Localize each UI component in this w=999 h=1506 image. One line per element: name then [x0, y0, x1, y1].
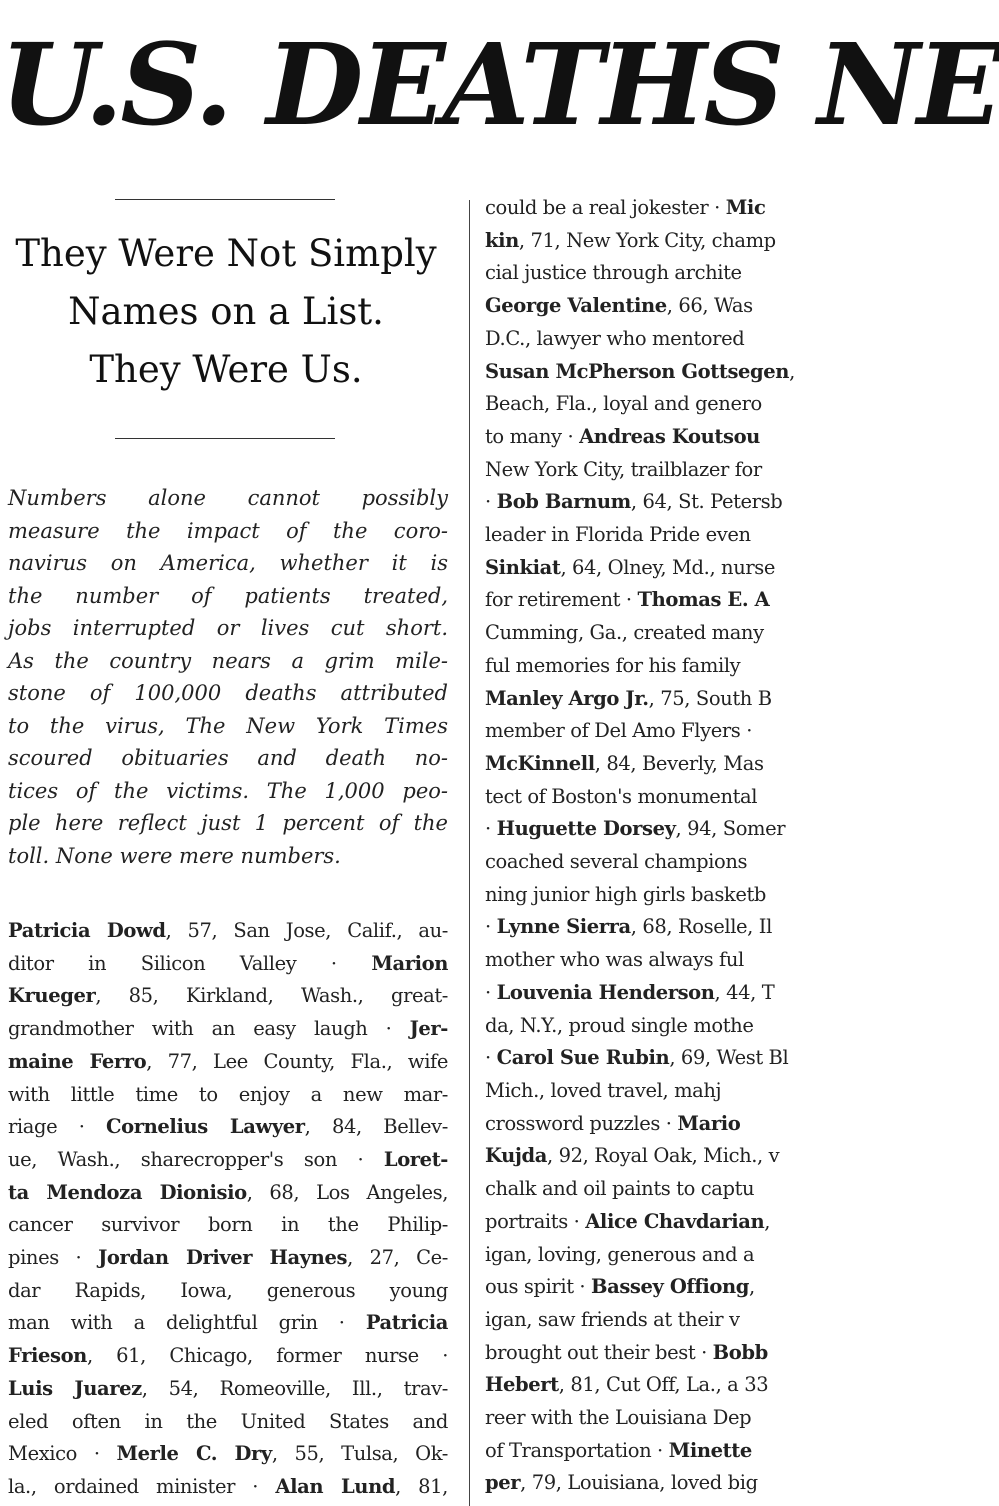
obituary-line — [485, 715, 819, 748]
obituary-text: dar Rapids, Iowa, generous young — [8, 1278, 448, 1302]
victim-name: Bobb — [712, 1340, 768, 1364]
obituary-text: to many · — [485, 424, 580, 448]
obituary-line — [485, 1304, 819, 1337]
obituary-line — [8, 1013, 448, 1046]
obituary-line — [485, 486, 819, 519]
victim-name: McKinnell — [485, 751, 595, 775]
obituary-line — [8, 1438, 448, 1471]
obituary-line — [485, 225, 819, 258]
obituary-text: la., ordained minister · — [8, 1474, 276, 1498]
intro-line: the number of patients treated, — [8, 583, 448, 608]
obituary-text: ful memories for his family — [485, 653, 741, 677]
obituary-line — [8, 915, 448, 948]
victim-name: Manley Argo Jr. — [485, 686, 649, 710]
obituary-text: , 54, Romeoville, Ill., trav- — [141, 1376, 448, 1400]
obituary-text: , 94, Somer — [675, 817, 786, 841]
obituary-text: Mich., loved travel, mahj — [485, 1078, 722, 1102]
obituary-text: , 44, T — [714, 980, 775, 1004]
victim-name: Bob Barnum — [496, 490, 631, 514]
obituary-line — [485, 748, 819, 781]
obituary-text: , — [789, 359, 795, 383]
intro-line: As the country nears a grim mile- — [8, 648, 448, 673]
obituary-line — [485, 781, 819, 814]
obituary-line — [485, 552, 819, 585]
obituary-line — [485, 813, 819, 846]
obituary-text: ous spirit · — [485, 1275, 592, 1299]
obituary-text: mother who was always ful — [485, 948, 744, 972]
obituary-line — [485, 1337, 819, 1370]
obituary-text: · — [485, 1046, 497, 1070]
victim-name: Minette — [668, 1438, 752, 1462]
intro-line: ple here reflect just 1 percent of the — [8, 811, 448, 835]
obituary-text: brought out their best · — [485, 1340, 713, 1364]
obituary-text: D.C., lawyer who mentored — [485, 326, 745, 350]
obituary-text: · — [485, 980, 497, 1004]
obituary-line — [485, 584, 819, 617]
obituary-line — [485, 1369, 819, 1402]
intro-paragraph — [8, 482, 448, 872]
victim-name: Huguette Dorsey — [496, 817, 676, 841]
obituary-text: portraits · — [485, 1209, 586, 1233]
obituary-line — [8, 1471, 448, 1504]
intro-line: jobs interrupted or lives cut short. — [8, 616, 448, 640]
obituary-text: , 79, Louisiana, loved big — [520, 1471, 758, 1495]
obituary-text: ning junior high girls basketb — [485, 882, 767, 906]
obituary-text: , 55, Tulsa, Ok- — [271, 1442, 448, 1466]
obituary-line — [485, 388, 819, 421]
obituary-text: ditor in Silicon Valley · — [8, 951, 372, 975]
obituary-line — [485, 911, 819, 944]
obituary-text: , 66, Was — [666, 294, 753, 318]
obituary-text: crossword puzzles · — [485, 1111, 678, 1135]
victim-name: Jer- — [409, 1017, 448, 1041]
obituary-text: da, N.Y., proud single mothe — [485, 1013, 754, 1037]
obituary-text: , 61, Chicago, former nurse · — [86, 1344, 448, 1368]
obituary-line — [485, 519, 819, 552]
obituary-line — [8, 1111, 448, 1144]
victim-name: Loret- — [383, 1147, 448, 1171]
victim-name: Thomas E. A — [637, 588, 770, 612]
obituary-line — [485, 192, 819, 225]
obituary-line — [8, 1209, 448, 1242]
headline: U.S. DEATHS NE — [0, 20, 999, 151]
victim-name: Patricia — [365, 1311, 448, 1335]
victim-name: Mario — [677, 1111, 741, 1135]
victim-name: Krueger — [8, 984, 96, 1008]
obituary-text: igan, loving, generous and a — [485, 1242, 755, 1266]
obituary-text: Beach, Fla., loyal and genero — [485, 392, 762, 416]
obituary-line — [485, 617, 819, 650]
victim-name: Jordan Driver Haynes — [98, 1246, 348, 1270]
obituary-text: for retirement · — [485, 588, 638, 612]
obituary-line — [8, 1275, 448, 1308]
obituary-line — [8, 1144, 448, 1177]
obituary-text: eled often in the United States and — [8, 1409, 448, 1433]
victim-name: per — [485, 1471, 521, 1495]
obituary-text: Cumming, Ga., created many — [485, 621, 764, 645]
victims-list-right-column — [485, 192, 819, 1500]
obituary-line — [8, 1079, 448, 1112]
obituary-text: , 57, San Jose, Calif., au- — [165, 919, 448, 942]
obituary-text: , 69, West Bl — [669, 1046, 789, 1070]
subhead-line: Names on a List. — [68, 290, 384, 333]
obituary-text: with little time to enjoy a new mar- — [8, 1082, 448, 1106]
obituary-line — [485, 1435, 819, 1468]
obituary-line — [485, 977, 819, 1010]
obituary-text: , 92, Royal Oak, Mich., v — [547, 1144, 780, 1168]
victim-name: Merle C. Dry — [116, 1442, 272, 1466]
obituary-text: , 81, — [395, 1474, 448, 1498]
subhead-top-rule — [115, 199, 335, 200]
victim-name: Marion — [371, 951, 448, 975]
obituary-line — [8, 948, 448, 981]
victim-name: kin — [485, 228, 519, 252]
obituary-line — [485, 846, 819, 879]
subhead-line: They Were Not Simply — [15, 232, 437, 275]
obituary-line — [8, 1307, 448, 1340]
victim-name: Hebert — [485, 1373, 559, 1397]
obituary-text: grandmother with an easy laugh · — [8, 1017, 410, 1041]
obituary-line — [485, 257, 819, 290]
victim-name: Bassey Offiong — [591, 1275, 750, 1299]
obituary-text: , 84, Bellev- — [304, 1115, 448, 1139]
victim-name: Susan McPherson Gottsegen — [485, 359, 790, 383]
obituary-text: , 71, New York City, champ — [518, 228, 776, 252]
obituary-text: of Transportation · — [485, 1438, 669, 1462]
obituary-text: cancer survivor born in the Philip- — [8, 1213, 448, 1237]
obituary-text: , 75, South B — [648, 686, 772, 710]
victim-name: ta Mendoza Dionisio — [8, 1180, 247, 1204]
obituary-text: , 27, Ce- — [347, 1246, 448, 1270]
obituary-text: , 64, St. Petersb — [630, 490, 783, 514]
victim-name: Cornelius Lawyer — [106, 1115, 305, 1139]
obituary-text: New York City, trailblazer for — [485, 457, 762, 481]
obituary-text: chalk and oil paints to captu — [485, 1177, 755, 1201]
victim-name: Lynne Sierra — [496, 915, 631, 939]
obituary-text: leader in Florida Pride even — [485, 523, 751, 547]
obituary-text: , 68, Los Angeles, — [246, 1180, 448, 1204]
obituary-line — [485, 1042, 819, 1075]
obituary-line — [485, 683, 819, 716]
victim-name: Mic — [725, 196, 766, 219]
victim-name: Patricia Dowd — [8, 919, 166, 942]
obituary-line — [8, 1406, 448, 1439]
obituary-line — [8, 1046, 448, 1079]
obituary-line — [8, 1242, 448, 1275]
victim-name: George Valentine — [485, 294, 667, 318]
obituary-text: ue, Wash., sharecropper's son · — [8, 1147, 384, 1171]
obituary-line — [485, 1467, 819, 1500]
obituary-text: , 84, Beverly, Mas — [594, 751, 764, 775]
obituary-text: man with a delightful grin · — [8, 1311, 366, 1335]
obituary-line — [485, 944, 819, 977]
victims-list-left-column — [8, 915, 448, 1504]
obituary-line — [485, 454, 819, 487]
victim-name: Carol Sue Rubin — [496, 1046, 670, 1070]
obituary-text: member of Del Amo Flyers · — [485, 719, 752, 743]
obituary-text: pines · — [8, 1246, 99, 1270]
obituary-text: tect of Boston's monumental — [485, 784, 758, 808]
victim-name: Luis Juarez — [8, 1376, 142, 1400]
obituary-text: Mexico · — [8, 1442, 117, 1466]
obituary-text: , — [749, 1275, 755, 1299]
intro-line: toll. None were mere numbers. — [8, 843, 341, 868]
subhead — [0, 225, 452, 399]
obituary-line — [8, 1177, 448, 1210]
subhead-bottom-rule — [115, 438, 335, 439]
victim-name: Andreas Koutsou — [579, 424, 760, 448]
obituary-line — [485, 1239, 819, 1272]
obituary-line — [485, 650, 819, 683]
obituary-text: igan, saw friends at their v — [485, 1307, 740, 1331]
column-divider — [469, 200, 470, 1506]
obituary-text: · — [485, 817, 497, 841]
victim-name: Sinkiat — [485, 555, 561, 579]
obituary-line — [485, 421, 819, 454]
obituary-text: · — [485, 490, 497, 514]
obituary-line — [485, 1075, 819, 1108]
obituary-line — [485, 1108, 819, 1141]
intro-line: tices of the victims. The 1,000 peo- — [8, 778, 448, 803]
obituary-text: could be a real jokester · — [485, 196, 726, 219]
obituary-text: , 77, Lee County, Fla., wife — [146, 1049, 448, 1073]
obituary-text: , 64, Olney, Md., nurse — [560, 555, 776, 579]
intro-line: measure the impact of the coro- — [8, 518, 448, 543]
obituary-text: , 68, Roselle, Il — [630, 915, 772, 939]
obituary-line — [8, 1373, 448, 1406]
obituary-line — [485, 1173, 819, 1206]
obituary-line — [485, 1206, 819, 1239]
obituary-line — [8, 1340, 448, 1373]
intro-line: stone of 100,000 deaths attributed — [8, 681, 448, 705]
victim-name: Louvenia Henderson — [496, 980, 715, 1004]
obituary-line — [485, 356, 819, 389]
subhead-line: They Were Us. — [89, 348, 363, 391]
obituary-text: reer with the Louisiana Dep — [485, 1406, 752, 1430]
intro-line: Numbers alone cannot possibly — [8, 486, 448, 510]
obituary-text: riage · — [8, 1115, 107, 1139]
obituary-text: , 85, Kirkland, Wash., great- — [95, 984, 448, 1008]
victim-name: Frieson — [8, 1344, 87, 1368]
victim-name: Alan Lund — [275, 1474, 396, 1498]
intro-line: scoured obituaries and death no- — [8, 746, 448, 770]
obituary-line — [485, 1402, 819, 1435]
obituary-text: cial justice through archite — [485, 261, 742, 285]
obituary-text: , — [764, 1209, 771, 1233]
intro-line: navirus on America, whether it is — [8, 551, 448, 575]
obituary-line — [485, 1271, 819, 1304]
obituary-text: coached several champions — [485, 850, 748, 874]
obituary-text: · — [485, 915, 497, 939]
victim-name: Alice Chavdarian — [585, 1209, 765, 1233]
intro-line: to the virus, The New York Times — [8, 713, 448, 738]
obituary-line — [485, 1010, 819, 1043]
obituary-line — [8, 980, 448, 1013]
obituary-line — [485, 290, 819, 323]
victim-name: maine Ferro — [8, 1049, 147, 1073]
obituary-line — [485, 1140, 819, 1173]
victim-name: Kujda — [485, 1144, 548, 1168]
obituary-line — [485, 879, 819, 912]
obituary-line — [485, 323, 819, 356]
obituary-text: , 81, Cut Off, La., a 33 — [558, 1373, 769, 1397]
